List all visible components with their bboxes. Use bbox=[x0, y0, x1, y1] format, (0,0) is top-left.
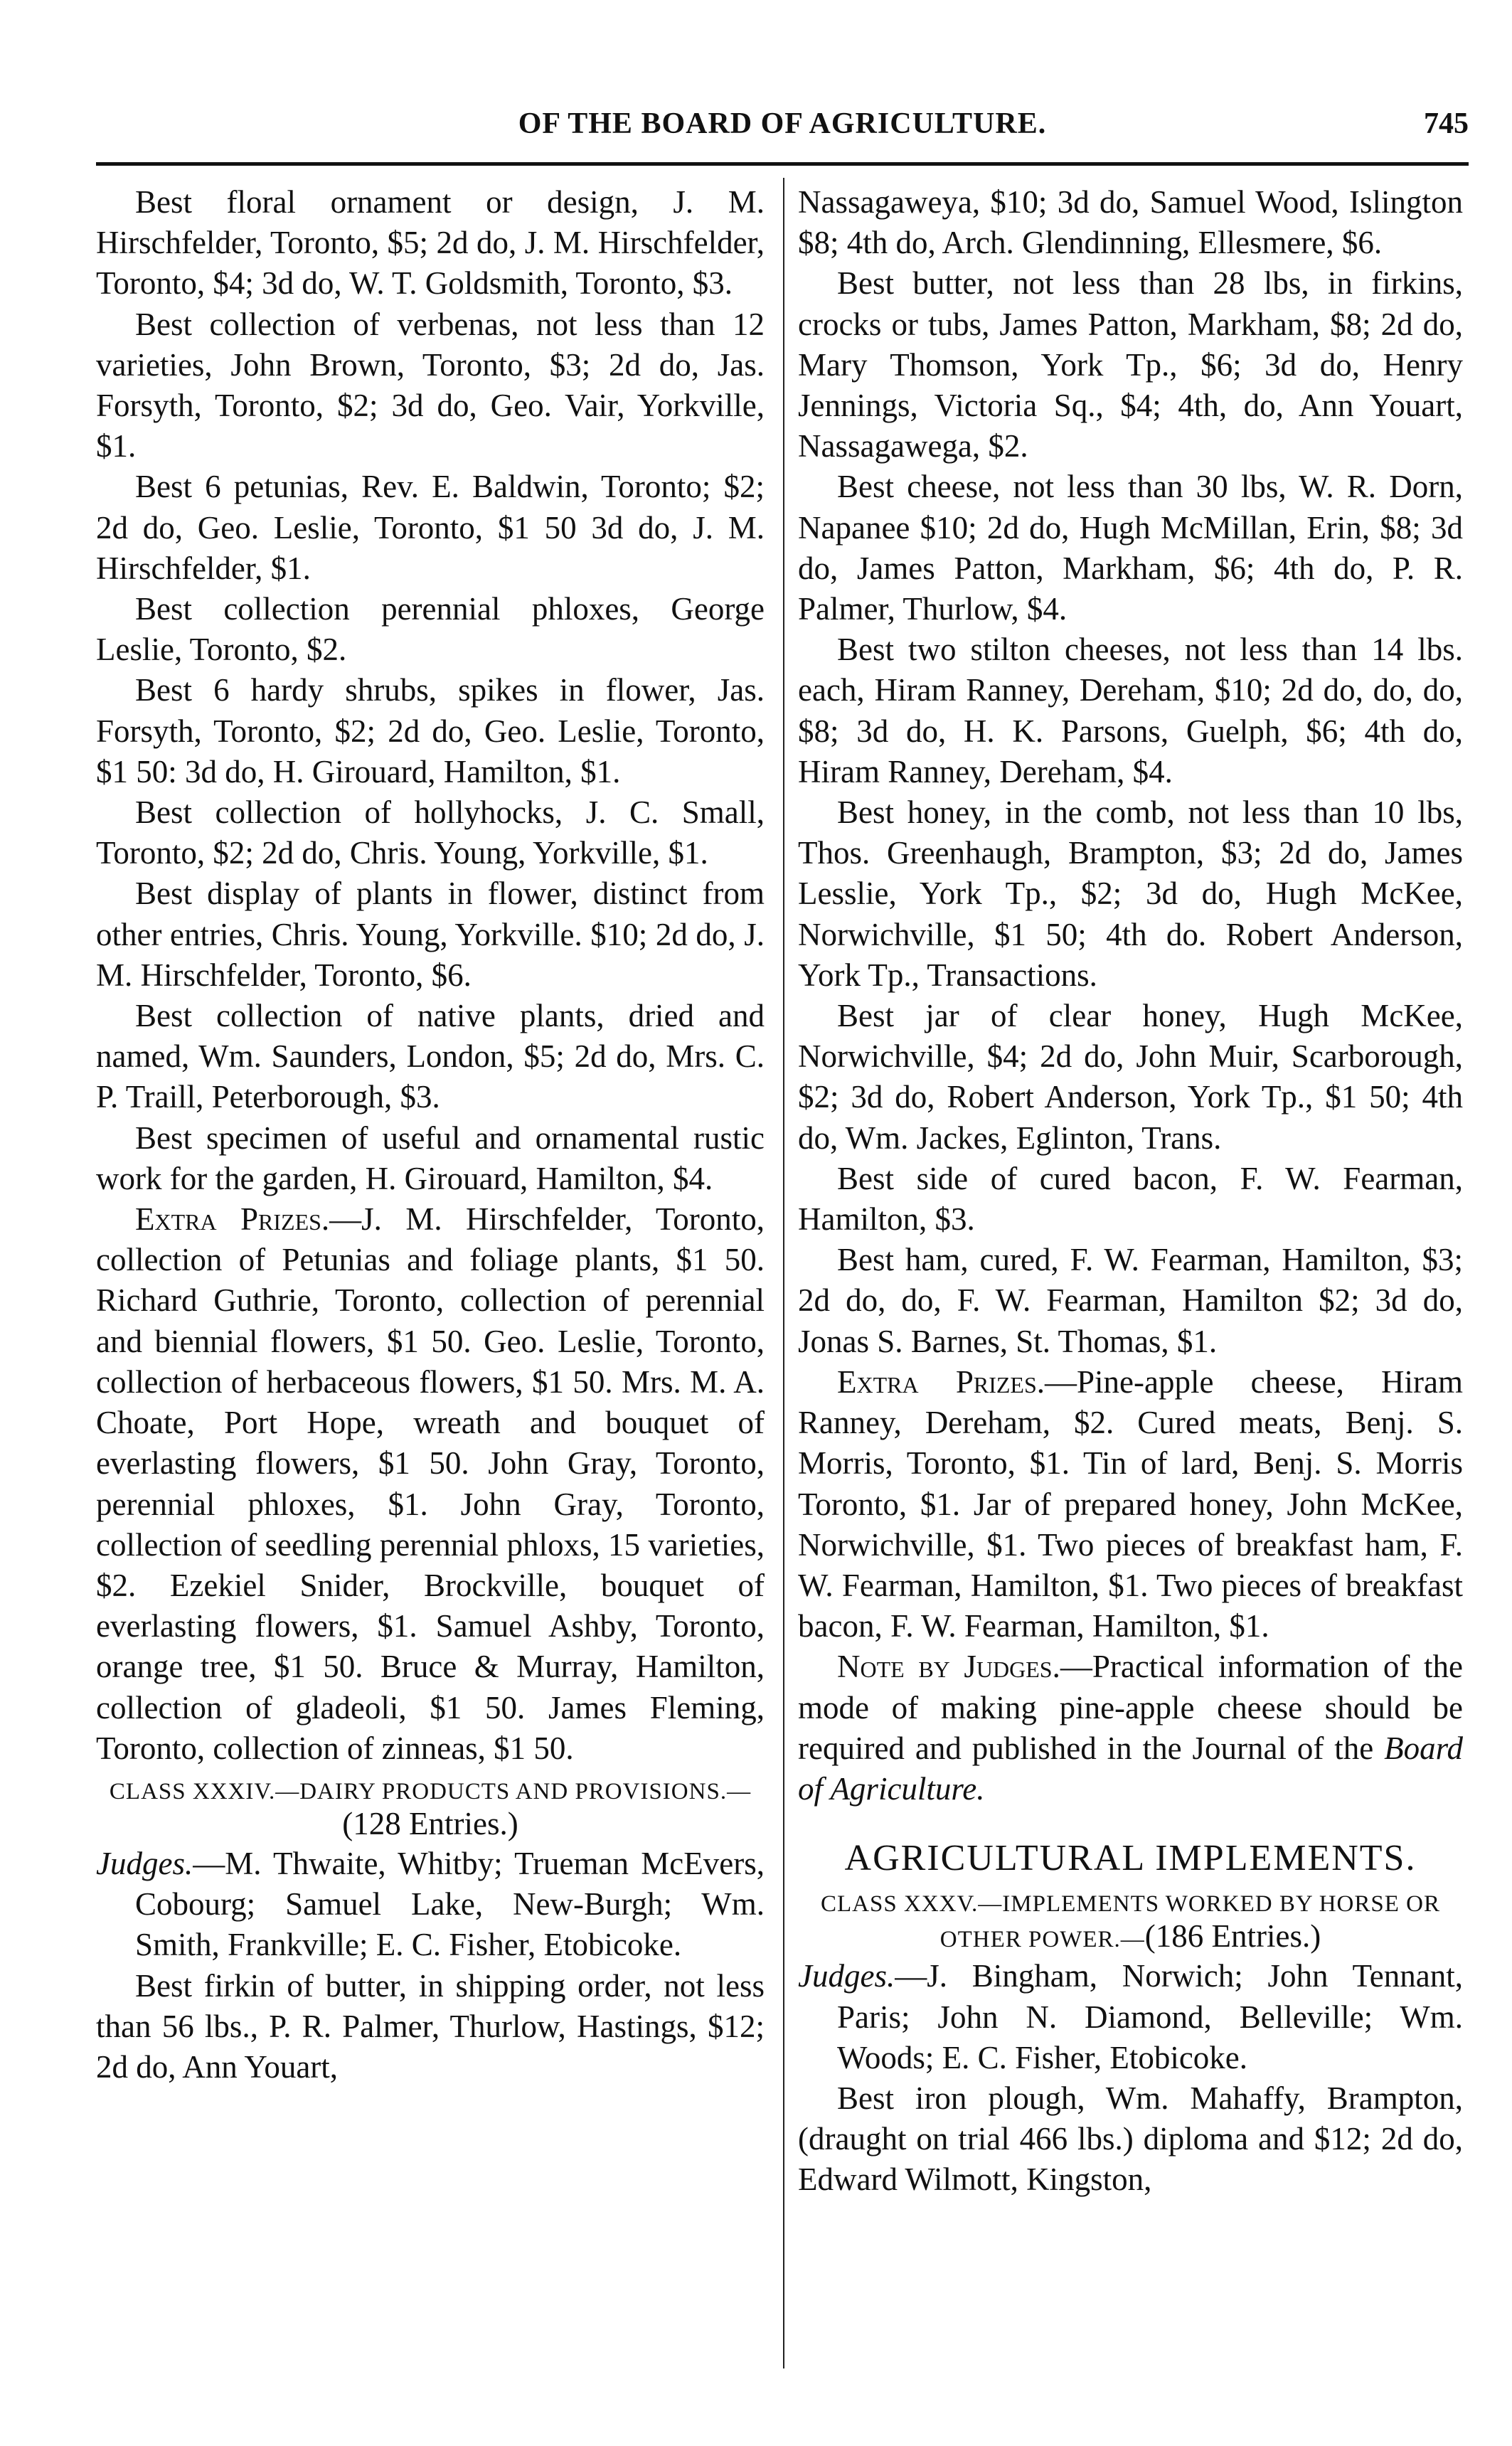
class-heading-text: CLASS XXXV.—IMPLEMENTS WORKED BY HORSE OR OTHER POWER.— bbox=[821, 1891, 1440, 1953]
prize-entry: Best specimen of useful and ornamental rustic work for the garden, H. Girouard, Hamilton, $4. bbox=[96, 1120, 765, 1196]
page-header bbox=[96, 107, 1469, 164]
prize-entry: Best collection of verbenas, not less than 12 varieties, John Brown, Toronto, $3; 2d do, Jas. Forsyth, Toronto, $2; 3d do, Geo. Vair, Yorkville, $1. bbox=[96, 306, 765, 464]
judges-label: Judges. bbox=[798, 1958, 895, 1994]
page-number: 745 bbox=[1424, 107, 1469, 140]
prize-entry: Best side of cured bacon, F. W. Fearman, Hamilton, $3. bbox=[798, 1160, 1463, 1238]
prize-entry: Best 6 petunias, Rev. E. Baldwin, Toronto; $2; 2d do, Geo. Leslie, Toronto, $1 50 3d do, J. M. Hirschfelder, $1. bbox=[96, 469, 765, 586]
judges-text: —J. Bingham, Norwich; John Tennant, Paris; John N. Diamond, Belleville; Wm. Woods; E. C. Fisher, Etobicoke. bbox=[837, 1958, 1463, 2075]
note-text: —Practical information of the mode of making pine-apple cheese should be required and published in the Journal of the bbox=[798, 1649, 1464, 1766]
prize-entry: Best jar of clear honey, Hugh McKee, Norwichville, $4; 2d do, John Muir, Scarborough, $2; 3d do, Robert Anderson, York Tp., $1 50; 4th do, Wm. Jackes, Eglinton, Trans. bbox=[798, 998, 1463, 1156]
section-title: AGRICULTURAL IMPLEMENTS. bbox=[844, 1838, 1417, 1879]
prize-entry: Best iron plough, Wm. Mahaffy, Brampton, (draught on trial 466 lbs.) diploma and $12; 2d do, Edward Wilmott, Kingston, bbox=[798, 2080, 1463, 2198]
continuation-text: Nassagaweya, $10; 3d do, Samuel Wood, Islington $8; 4th do, Arch. Glendinning, Ellesmere, $6. bbox=[798, 184, 1463, 261]
left-column bbox=[96, 182, 765, 2088]
extra-prizes-label: Extra Prizes. bbox=[135, 1201, 330, 1238]
column-divider bbox=[783, 178, 784, 2368]
note-journal: Board of Agriculture. bbox=[798, 1730, 1463, 1807]
extra-prizes-text: —J. M. Hirschfelder, Toronto, collection of Petunias and foliage plants, $1 50. Richard Guthrie, Toronto, collection of perennial and biennial flowers, $1 50. Geo. Leslie, Toronto, collection of herbaceous flowers, $1 50. Mrs. M. A. Choate, Port Hope, wreath and bouquet of everlasting flowers, $1 50. John Gray, Toronto, perennial phloxes, $1. John Gray, Toronto, collection of seedling perennial phloxs, 15 varieties, $2. Ezekiel Snider, Brockville, bouquet of everlasting flowers, $1. Samuel Ashby, Toronto, orange tree, $1 50. Bruce & Murray, Hamilton, collection of gladeoli, $1 50. James Fleming, Toronto, collection of zinneas, $1 50. bbox=[96, 1201, 765, 1766]
prize-entry: Best firkin of butter, in shipping order, not less than 56 lbs., P. R. Palmer, Thurlow, Hastings, $12; 2d do, Ann Youart, bbox=[96, 1967, 765, 2085]
prize-entry: Best 6 hardy shrubs, spikes in flower, Jas. Forsyth, Toronto, $2; 2d do, Geo. Leslie, Toronto, $1 50: 3d do, H. Girouard, Hamilton, $1. bbox=[96, 672, 765, 789]
prize-entry: Best collection of hollyhocks, J. C. Small, Toronto, $2; 2d do, Chris. Young, Yorkville, $1. bbox=[96, 794, 765, 871]
extra-prizes-paragraph bbox=[798, 1362, 1463, 1647]
right-column bbox=[798, 182, 1463, 2201]
prize-entry: Best two stilton cheeses, not less than 14 lbs. each, Hiram Ranney, Dereham, $10; 2d do, do, do, $8; 3d do, H. K. Parsons, Guelph, $6; 4th do, Hiram Ranney, Dereham, $4. bbox=[798, 632, 1463, 789]
extra-prizes-paragraph bbox=[96, 1199, 765, 1769]
class-entries: (128 Entries.) bbox=[342, 1805, 518, 1841]
header-rule bbox=[96, 162, 1469, 166]
class-entries: (186 Entries.) bbox=[1144, 1918, 1321, 1955]
note-label: Note by Judges. bbox=[837, 1649, 1060, 1685]
class-heading-text: CLASS XXXIV.—DAIRY PRODUCTS AND PROVISIONS.— bbox=[109, 1778, 752, 1804]
prize-entry: Best collection perennial phloxes, George Leslie, Toronto, $2. bbox=[96, 591, 765, 668]
prize-entry: Best honey, in the comb, not less than 10 lbs, Thos. Greenhaugh, Brampton, $3; 2d do, James Lesslie, York Tp., $2; 3d do, Hugh McKee, Norwichville, $1 50; 4th do. Robert Anderson, York Tp., Transactions. bbox=[798, 794, 1463, 993]
prize-entry: Best butter, not less than 28 lbs, in firkins, crocks or tubs, James Patton, Markham, $8; 2d do, Mary Thomson, York Tp., $6; 3d do, Henry Jennings, Victoria Sq., $4; 4th, do, Ann Youart, Nassagawega, $2. bbox=[798, 265, 1463, 464]
class-heading bbox=[798, 1888, 1463, 1956]
extra-prizes-label: Extra Prizes. bbox=[837, 1363, 1045, 1400]
judges-label: Judges. bbox=[96, 1845, 193, 1881]
judges-note bbox=[798, 1647, 1463, 1809]
prize-entry: Best floral ornament or design, J. M. Hirschfelder, Toronto, $5; 2d do, J. M. Hirschfelder, Toronto, $4; 3d do, W. T. Goldsmith, Toronto, $3. bbox=[96, 184, 765, 302]
prize-entry: Best ham, cured, F. W. Fearman, Hamilton, $3; 2d do, do, F. W. Fearman, Hamilton $2; 3d do, Jonas S. Barnes, St. Thomas, $1. bbox=[798, 1242, 1463, 1359]
judges-paragraph bbox=[96, 1844, 765, 1966]
judges-text: —M. Thwaite, Whitby; Trueman McEvers, Cobourg; Samuel Lake, New-Burgh; Wm. Smith, Frankville; E. C. Fisher, Etobicoke. bbox=[135, 1845, 765, 1963]
prize-entry: Best display of plants in flower, distinct from other entries, Chris. Young, Yorkville. $10; 2d do, J. M. Hirschfelder, Toronto, $6. bbox=[96, 876, 765, 993]
prize-entry: Best cheese, not less than 30 lbs, W. R. Dorn, Napanee $10; 2d do, Hugh McMillan, Erin, $8; 3d do, James Patton, Markham, $6; 4th do, P. R. Palmer, Thurlow, $4. bbox=[798, 469, 1463, 627]
running-title: OF THE BOARD OF AGRICULTURE. bbox=[518, 107, 1047, 140]
prize-entry: Best collection of native plants, dried and named, Wm. Saunders, London, $5; 2d do, Mrs. C. P. Traill, Peterborough, $3. bbox=[96, 998, 765, 1115]
class-heading bbox=[96, 1776, 765, 1844]
extra-prizes-text: —Pine-apple cheese, Hiram Ranney, Dereham, $2. Cured meats, Benj. S. Morris, Toronto, $1. Tin of lard, Benj. S. Morris Toronto, $1. Jar of prepared honey, John McKee, Norwichville, $1. Two pieces of breakfast ham, F. W. Fearman, Hamilton, $1. Two pieces of breakfast bacon, F. W. Fearman, Hamilton, $1. bbox=[798, 1363, 1464, 1644]
judges-paragraph bbox=[798, 1956, 1463, 2078]
